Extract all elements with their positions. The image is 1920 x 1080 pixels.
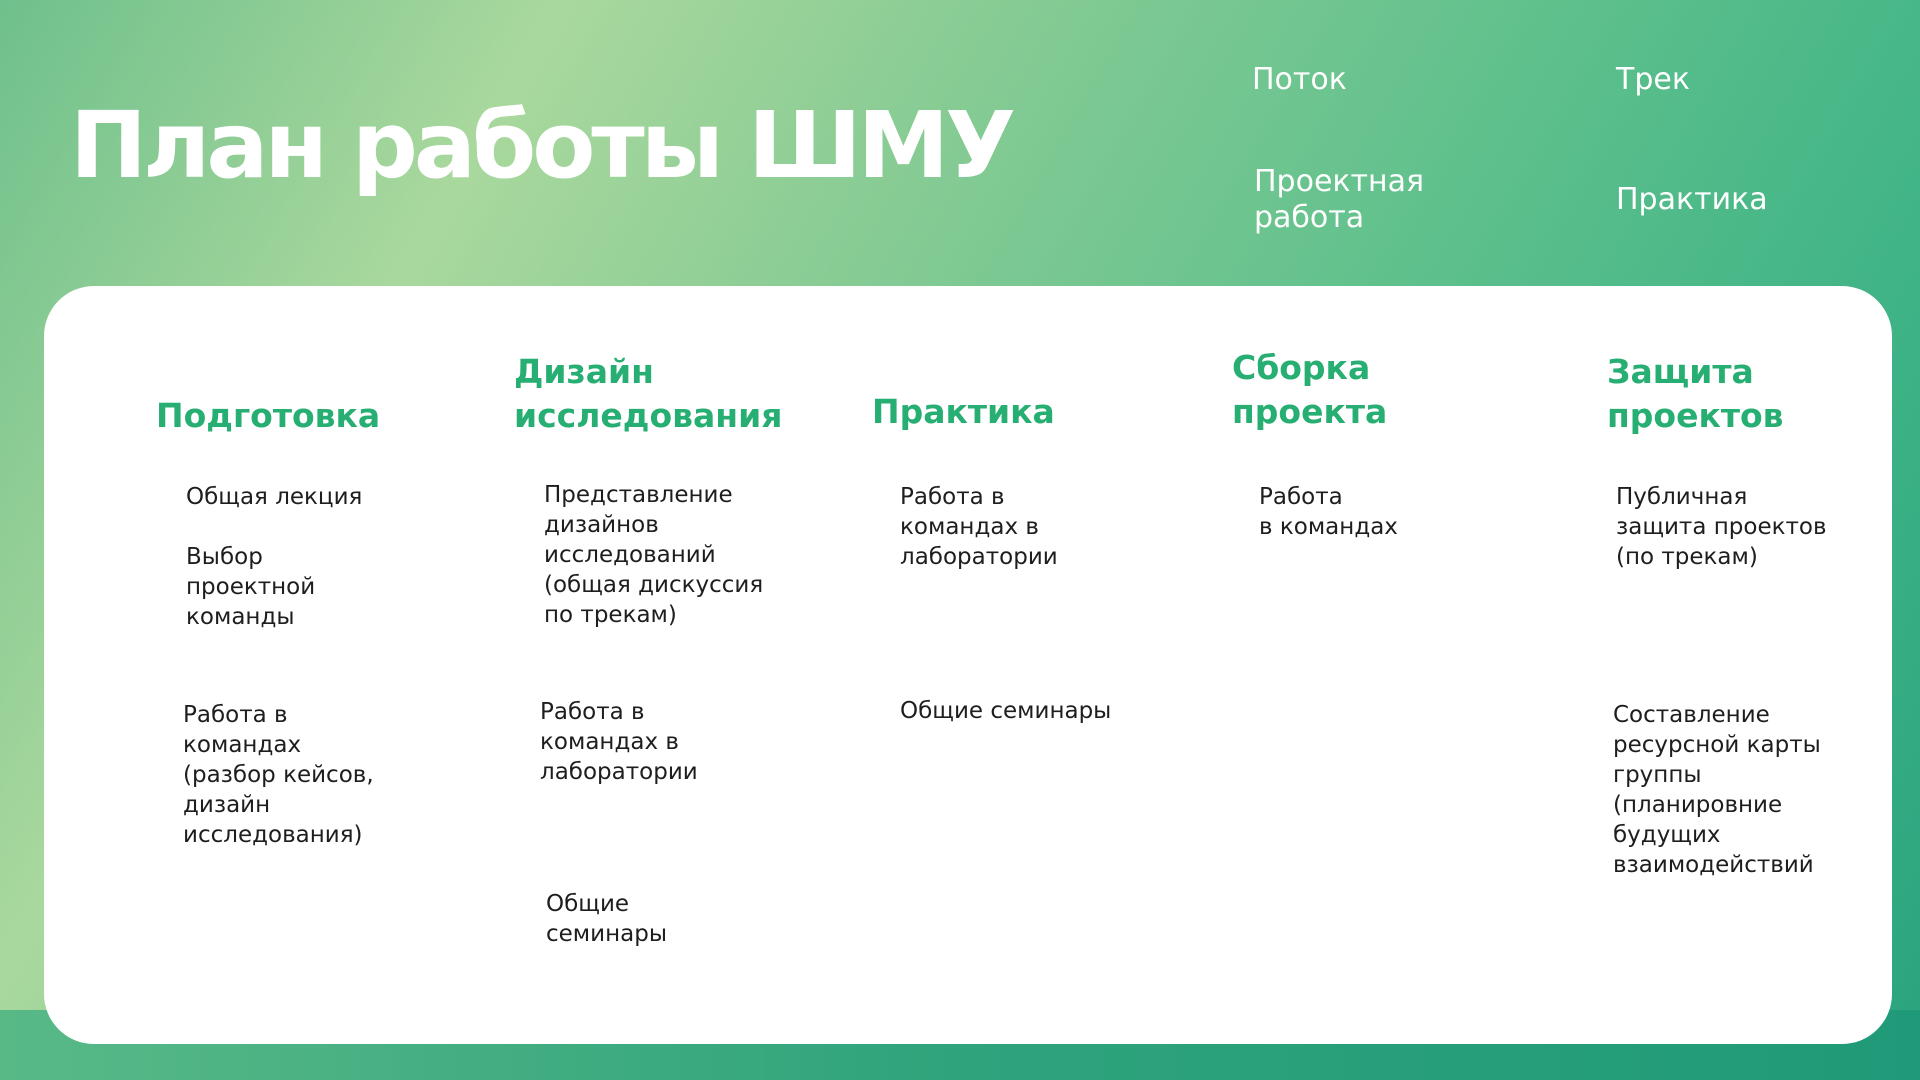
legend-item-trek bbox=[1496, 38, 1690, 122]
legend-label-project: Проектная работа bbox=[1254, 164, 1425, 235]
group-of-three-people-icon bbox=[790, 710, 874, 794]
group-of-three-people-icon bbox=[74, 494, 158, 578]
portrait-card-icon bbox=[1496, 38, 1580, 122]
activity-assembly-1: Работа в командах bbox=[1259, 484, 1398, 540]
stage-title-practice: Практика bbox=[872, 392, 1055, 431]
team-with-speech-bubble-icon bbox=[1142, 158, 1226, 242]
page-title: План работы ШМУ bbox=[70, 92, 1013, 199]
activity-prep-2: Работа в командах (разбор кейсов, дизайн исследования) bbox=[183, 702, 374, 848]
legend-item-potok bbox=[1140, 38, 1347, 122]
legend-item-practice bbox=[1500, 158, 1768, 242]
microscope-icon bbox=[1500, 158, 1584, 242]
activity-defense-2: Составление ресурсной карты группы (планировние будущих взаимодействий bbox=[1613, 702, 1821, 878]
stage-title-prep: Подготовка bbox=[156, 396, 381, 435]
legend-label-trek: Трек bbox=[1616, 62, 1690, 97]
stage-title-design: Дизайн исследования bbox=[514, 352, 783, 435]
legend-item-project bbox=[1142, 158, 1424, 242]
portrait-card-icon bbox=[430, 496, 514, 580]
team-with-speech-bubble-icon bbox=[1150, 494, 1234, 578]
activity-design-2: Работа в командах в лаборатории bbox=[540, 699, 698, 785]
microscope-icon bbox=[800, 490, 884, 574]
team-with-speech-bubble-icon bbox=[72, 706, 156, 790]
group-of-three-people-icon bbox=[1140, 38, 1224, 122]
schedule-panel bbox=[44, 286, 1892, 1044]
activity-design-3: Общие семинары bbox=[546, 891, 667, 947]
activity-practice-1: Работа в командах в лаборатории bbox=[900, 484, 1058, 570]
microscope-icon bbox=[430, 704, 514, 788]
activity-defense-1: Публичная защита проектов (по трекам) bbox=[1616, 484, 1827, 570]
group-of-three-people-icon bbox=[430, 900, 514, 984]
portrait-card-icon bbox=[1504, 706, 1588, 790]
legend-label-potok: Поток bbox=[1252, 62, 1347, 97]
portrait-card-icon bbox=[1506, 496, 1590, 580]
activity-design-1: Представление дизайнов исследований (общая дискуссия по трекам) bbox=[544, 482, 764, 628]
activity-practice-2: Общие семинары bbox=[900, 698, 1112, 724]
activity-prep-1: Общая лекция Выбор проектной команды bbox=[186, 484, 363, 630]
stage-title-defense: Защита проектов bbox=[1607, 352, 1784, 435]
stage-title-assembly: Сборка проекта bbox=[1232, 348, 1388, 431]
legend-label-practice: Практика bbox=[1616, 182, 1768, 217]
